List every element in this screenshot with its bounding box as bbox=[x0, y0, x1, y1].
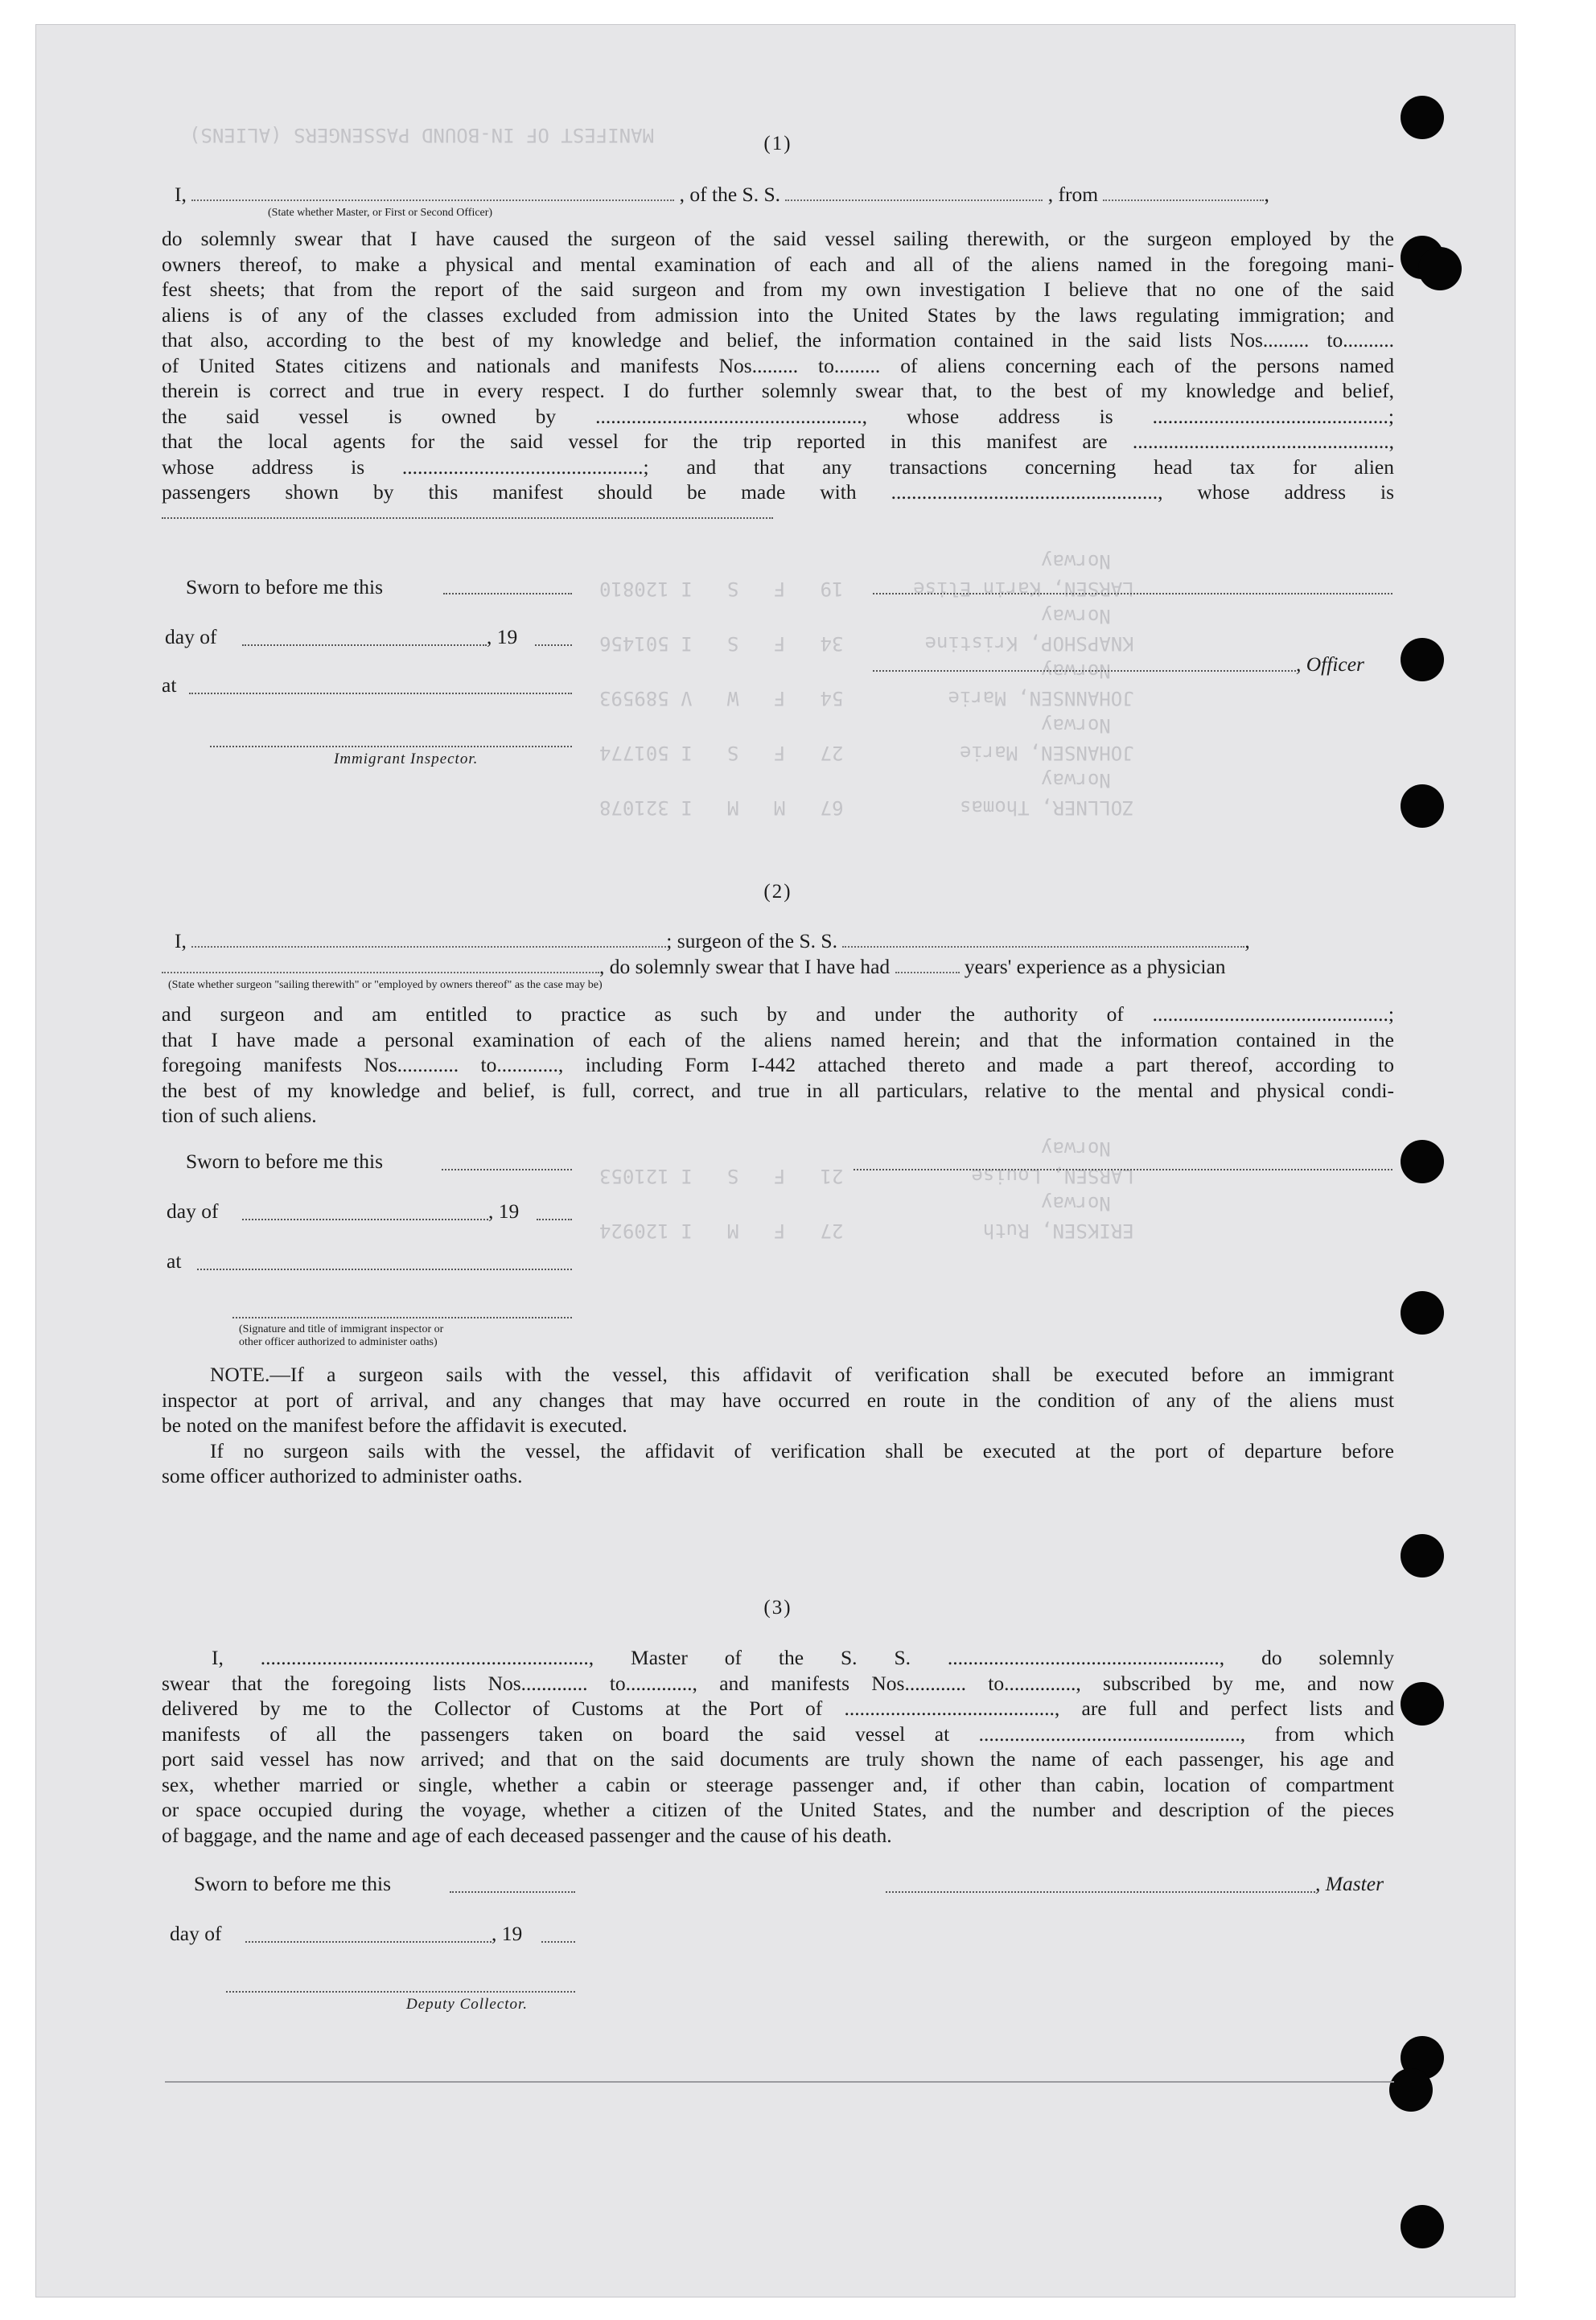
oath-line: swear that the foregoing lists Nos............. to............., and manifests Nos............ to.............., subscribed by me, and now bbox=[162, 1671, 1394, 1695]
oath-line: that the local agents for the said vessel for the trip reported in this manifest are .................................................., bbox=[162, 430, 1394, 453]
surgeon-swear-line bbox=[162, 955, 1226, 979]
oath-line: the best of my knowledge and belief, is full, correct, and true in all particulars, relative to the mental and physical condi- bbox=[162, 1078, 1394, 1102]
oath-line: that also, according to the best of my knowledge and belief, the information contained in the said lists Nos......... to.......... bbox=[162, 328, 1394, 352]
surgeon-of-label: ; surgeon of the S. S. bbox=[666, 929, 837, 952]
inspector-signature-line[interactable] bbox=[210, 746, 572, 747]
master-name-line: I, , of the S. S. , from , bbox=[175, 183, 1269, 206]
punch-hole bbox=[1418, 247, 1462, 290]
oath-line: owners thereof, to make a physical and mental examination of each and all of the aliens named in the foregoing mani- bbox=[162, 252, 1394, 276]
oath-line: or space occupied during the voyage, whether a citizen of the United States, and the number and description of the pieces bbox=[162, 1798, 1394, 1821]
at-field[interactable] bbox=[197, 1269, 572, 1270]
surgeon-name-field[interactable] bbox=[191, 932, 666, 948]
i-label: I, bbox=[175, 929, 187, 952]
nineteen-label: , 19 bbox=[492, 1922, 523, 1945]
signature-hint: other officer authorized to administer oaths) bbox=[239, 1336, 438, 1348]
oath-line: do solemnly swear that I have caused the surgeon of the said vessel sailing therewith, or the surgeon employed by the bbox=[162, 227, 1394, 250]
oath-line: delivered by me to the Collector of Customs at the Port of ........................................., are full and perfect lists and bbox=[162, 1697, 1394, 1720]
day-of-label: day of bbox=[170, 1922, 222, 1945]
note-line: If no surgeon sails with the vessel, the affidavit of verification shall be executed at the port of departure before bbox=[210, 1438, 1394, 1462]
collector-caption: Deputy Collector. bbox=[406, 1996, 529, 2013]
oath-line: manifests of all the passengers taken on board the said vessel at ..................................................., from which bbox=[162, 1721, 1394, 1746]
master-caption: , Master bbox=[1315, 1872, 1384, 1895]
note-line: NOTE.—If a surgeon sails with the vessel, this affidavit of verification shall be executed before an immigrant bbox=[210, 1363, 1394, 1386]
oath-line: aliens is of any of the classes excluded from admission into the United States by the laws regulating immigration; and bbox=[162, 302, 1394, 327]
punch-hole bbox=[1401, 638, 1444, 681]
punch-hole bbox=[1401, 1291, 1444, 1335]
section-3-number: (3) bbox=[763, 1597, 792, 1619]
punch-hole bbox=[1401, 784, 1444, 828]
day-of-field[interactable] bbox=[245, 1941, 492, 1943]
master-signature-line[interactable] bbox=[886, 1891, 1315, 1893]
years-field[interactable] bbox=[895, 957, 960, 973]
swear-label: , do solemnly swear that I have had bbox=[599, 955, 891, 978]
section-3-oath bbox=[162, 1645, 1394, 1848]
from-port-field[interactable] bbox=[1103, 185, 1264, 201]
surgeon-hint: (State whether surgeon "sailing therewith" or "employed by owners thereof" as the case may be) bbox=[168, 979, 603, 991]
bleed-through-block-2: ERIKSEN, Ruth 27 F M I 120924 Norway LARSEN, Louise 21 F S I 121053 Norway bbox=[599, 1137, 1134, 1242]
punch-hole bbox=[1401, 1534, 1444, 1578]
sworn-label: Sworn to before me this bbox=[186, 1150, 384, 1173]
i-label: I, bbox=[175, 183, 187, 206]
year-field[interactable] bbox=[541, 1941, 575, 1943]
master-hint: (State whether Master, or First or Second Officer) bbox=[268, 207, 493, 219]
signature-hint: (Signature and title of immigrant inspector or bbox=[239, 1323, 444, 1335]
bleed-through-block-1: ZOLLNER, Thomas 67 M M I 321078 Norway JOHANSEN, Marie 27 F S I 501774 Norway JOHANNSEN, Marie 54 F W V 589593 Norway KNAPSHOP, Kristine 34 F S I 501456 Norway LARSEN, Karin Elise 19 F S I 120810 Norway bbox=[599, 550, 1134, 819]
sworn-date-field[interactable] bbox=[442, 1169, 572, 1170]
punch-hole bbox=[1401, 1140, 1444, 1183]
section-1-oath bbox=[162, 226, 1394, 505]
vessel-name-field[interactable] bbox=[785, 185, 1043, 201]
section-2-oath bbox=[162, 1002, 1394, 1129]
of-ss-label: , of the S. S. bbox=[679, 183, 781, 206]
at-label: at bbox=[162, 673, 177, 697]
note-line: inspector at port of arrival, and any changes that may have occurred en route in the condition of any of the aliens must bbox=[162, 1388, 1394, 1412]
oath-line: sex, whether married or single, whether a cabin or steerage passenger and, if other than cabin, location of compartment bbox=[162, 1772, 1394, 1796]
day-of-field[interactable] bbox=[242, 644, 487, 646]
note-line: some officer authorized to administer oaths. bbox=[162, 1464, 523, 1487]
oath-line: foregoing manifests Nos............ to............, including Form I-442 attached thereto and made a part thereof, according to bbox=[162, 1053, 1394, 1076]
oath-line: whose address is ...............................................; and that any transactions concerning head tax for alien bbox=[162, 455, 1394, 479]
oath-line: port said vessel has now arrived; and that on the said documents are truly shown the name of each passenger, his age and bbox=[162, 1747, 1394, 1771]
day-of-label: day of bbox=[165, 625, 217, 648]
officer-caption: , Officer bbox=[1296, 652, 1364, 676]
authorized-signature-line[interactable] bbox=[232, 1317, 572, 1318]
inspector-signature-line[interactable] bbox=[854, 1169, 1392, 1170]
year-field[interactable] bbox=[535, 644, 572, 646]
punch-hole bbox=[1401, 96, 1444, 139]
oath-line: therein is correct and true in every respect. I do further solemnly swear that, to the best of my knowledge and belief, bbox=[162, 379, 1394, 402]
inspector-caption: Immigrant Inspector. bbox=[334, 751, 479, 767]
bleed-through-header: MANIFEST OF IN-BOUND PASSENGERS (ALIENS) bbox=[189, 124, 654, 146]
bottom-rule bbox=[165, 2081, 1394, 2083]
manifest-sheet bbox=[35, 24, 1516, 2297]
officer-signature-line[interactable] bbox=[873, 593, 1392, 594]
at-label: at bbox=[167, 1249, 182, 1273]
from-label: , from bbox=[1047, 183, 1099, 206]
day-of-label: day of bbox=[167, 1199, 219, 1223]
oath-line: that I have made a personal examination of each of the aliens named herein; and that the information contained in the bbox=[162, 1027, 1394, 1051]
section-1-number: (1) bbox=[763, 133, 792, 154]
nineteen-label: , 19 bbox=[487, 625, 518, 648]
officer-name-line[interactable] bbox=[873, 670, 1296, 672]
year-field[interactable] bbox=[537, 1219, 572, 1220]
years-label: years' experience as a physician bbox=[964, 955, 1226, 978]
oath-line: and surgeon and am entitled to practice as such by and under the authority of ..............................................; bbox=[162, 1002, 1394, 1026]
punch-hole bbox=[1401, 2205, 1444, 2248]
note-line: be noted on the manifest before the affidavit is executed. bbox=[162, 1413, 627, 1437]
surgeon-status-field[interactable] bbox=[162, 957, 599, 973]
sworn-label: Sworn to before me this bbox=[194, 1872, 392, 1895]
at-field[interactable] bbox=[189, 693, 572, 694]
oath-line: I, ................................................................, Master of the S. S. ....................................................., do solemnly bbox=[212, 1646, 1394, 1669]
collector-signature-line[interactable] bbox=[226, 1991, 575, 1993]
surgeon-vessel-field[interactable] bbox=[842, 932, 1244, 948]
oath-line: tion of such aliens. bbox=[162, 1104, 317, 1127]
section-2-note bbox=[162, 1362, 1394, 1489]
sworn-label: Sworn to before me this bbox=[186, 575, 384, 599]
oath-line: fest sheets; that from the report of the said surgeon and from my own investigation I believe that no one of the said bbox=[162, 278, 1394, 301]
oath-line: passengers shown by this manifest should be made with ...................................................., whose address is bbox=[162, 480, 1394, 504]
oath-line: the said vessel is owned by ...................................................., whose address is ..............................................; bbox=[162, 404, 1394, 428]
master-name-field[interactable] bbox=[191, 185, 674, 201]
punch-hole bbox=[1389, 2068, 1433, 2112]
address-continuation-line[interactable] bbox=[162, 517, 773, 519]
oath-line: of baggage, and the name and age of each deceased passenger and the cause of his death. bbox=[162, 1823, 892, 1847]
day-of-field[interactable] bbox=[242, 1219, 488, 1220]
sworn-date-field[interactable] bbox=[443, 593, 572, 594]
oath-line: of United States citizens and nationals and manifests Nos......... to......... of aliens concerning each of the persons named bbox=[162, 353, 1394, 377]
nineteen-label: , 19 bbox=[488, 1199, 520, 1223]
section-2-number: (2) bbox=[763, 881, 792, 903]
punch-hole bbox=[1401, 1682, 1444, 1726]
sworn-date-field[interactable] bbox=[450, 1891, 575, 1893]
surgeon-line: I, ; surgeon of the S. S. , bbox=[175, 929, 1250, 952]
